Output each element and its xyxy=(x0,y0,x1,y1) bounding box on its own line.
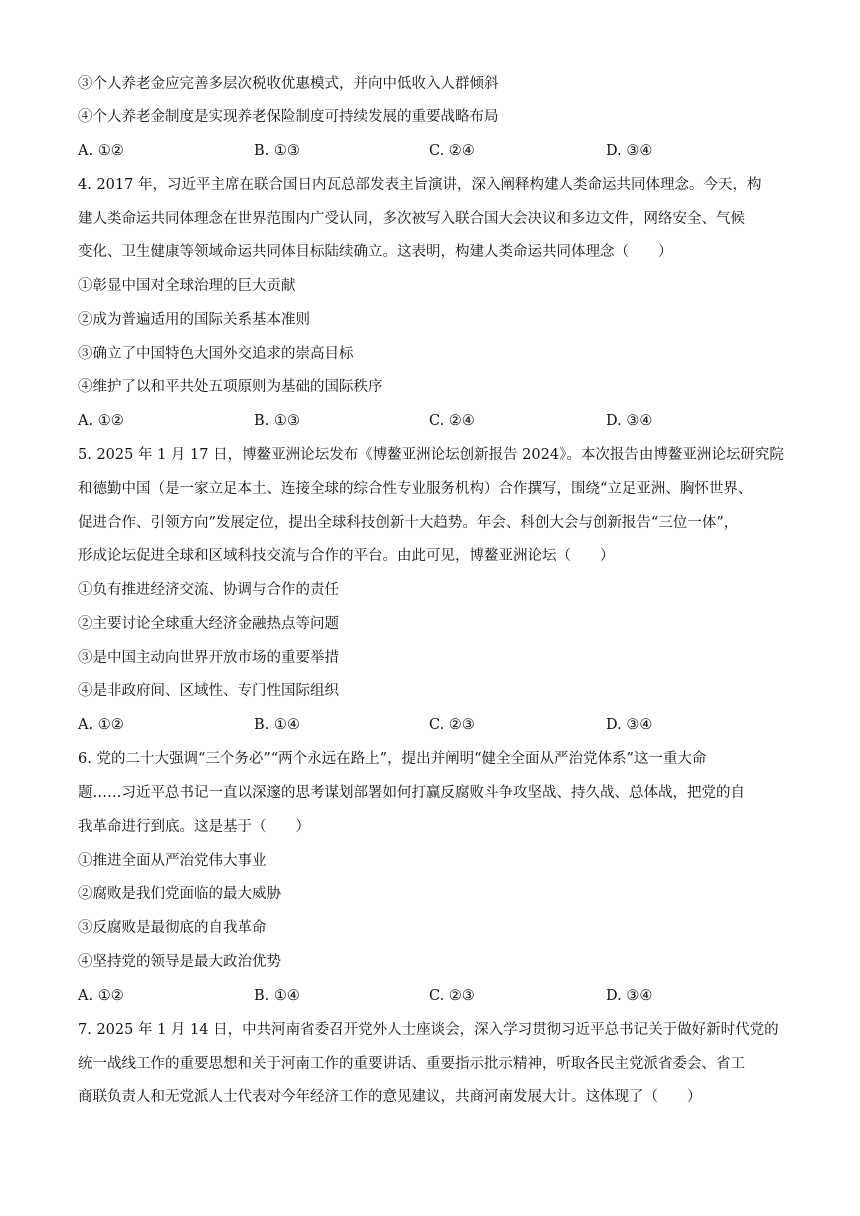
answer-options xyxy=(78,986,798,1006)
statement-1: ①推进全面从严治党伟大事业 xyxy=(78,853,267,869)
statement-4: ④是非政府间、区域性、专门性国际组织 xyxy=(78,683,339,699)
statement-3: ③反腐败是最彻底的自我革命 xyxy=(78,920,267,936)
question-7-stem: 商联负责人和无党派人士代表对今年经济工作的意见建议，共商河南发展大计。这体现了（ ） xyxy=(78,1089,702,1105)
statement-4: ④个人养老金制度是实现养老保险制度可持续发展的重要战略布局 xyxy=(78,109,499,125)
answer-options xyxy=(78,715,798,735)
statement-3: ③个人养老金应完善多层次税收优惠模式，并向中低收入人群倾斜 xyxy=(78,76,499,92)
option-b: B. ①③ xyxy=(254,413,300,429)
question-6-stem: 6. 党的二十大强调“三个务必”“两个永远在路上”，提出并阐明“健全全面从严治党体系”这一重大命 xyxy=(78,751,707,767)
question-5-stem: 形成论坛促进全球和区域科技交流与合作的平台。由此可见，博鳌亚洲论坛（ ） xyxy=(78,548,615,564)
option-c: C. ②④ xyxy=(429,413,475,429)
question-7-stem: 7. 2025 年 1 月 14 日，中共河南省委召开党外人士座谈会，深入学习贯彻习近平总书记关于做好新时代党的 xyxy=(78,1022,779,1038)
statement-2: ②成为普遍适用的国际关系基本准则 xyxy=(78,312,310,328)
option-c: C. ②③ xyxy=(429,988,475,1004)
option-a: A. ①② xyxy=(78,413,124,429)
statement-1: ①负有推进经济交流、协调与合作的责任 xyxy=(78,582,339,598)
statement-2: ②主要讨论全球重大经济金融热点等问题 xyxy=(78,616,339,632)
option-b: B. ①④ xyxy=(254,717,300,733)
question-4-stem: 建人类命运共同体理念在世界范围内广受认同，多次被写入联合国大会决议和多边文件，网络安全、气候 xyxy=(78,211,745,227)
statement-2: ②腐败是我们党面临的最大威胁 xyxy=(78,886,281,902)
question-5-stem: 促进合作、引领方向”发展定位，提出全球科技创新十大趋势。年会、科创大会与创新报告“三位一体”， xyxy=(78,515,739,531)
answer-options xyxy=(78,411,798,431)
statement-4: ④维护了以和平共处五项原则为基础的国际秩序 xyxy=(78,379,383,395)
statement-3: ③确立了中国特色大国外交追求的崇高目标 xyxy=(78,346,354,362)
option-d: D. ③④ xyxy=(606,143,653,159)
option-a: A. ①② xyxy=(78,988,124,1004)
statement-1: ①彰显中国对全球治理的巨大贡献 xyxy=(78,278,296,294)
question-5-stem: 和德勤中国（是一家立足本土、连接全球的综合性专业服务机构）合作撰写，围绕“立足亚洲、胸怀世界、 xyxy=(78,481,753,497)
option-b: B. ①③ xyxy=(254,143,300,159)
question-4-stem: 变化、卫生健康等领域命运共同体目标陆续确立。这表明，构建人类命运共同体理念（ ） xyxy=(78,244,673,260)
option-c: C. ②④ xyxy=(429,143,475,159)
option-d: D. ③④ xyxy=(606,717,653,733)
statement-4: ④坚持党的领导是最大政治优势 xyxy=(78,954,281,970)
option-d: D. ③④ xyxy=(606,988,653,1004)
option-a: A. ①② xyxy=(78,717,124,733)
question-7-stem: 统一战线工作的重要思想和关于河南工作的重要讲话、重要指示批示精神，听取各民主党派省委会、省工 xyxy=(78,1056,745,1072)
question-4-stem: 4. 2017 年，习近平主席在联合国日内瓦总部发表主旨演讲，深入阐释构建人类命运共同体理念。今天，构 xyxy=(78,177,762,193)
option-c: C. ②③ xyxy=(429,717,475,733)
option-b: B. ①④ xyxy=(254,988,300,1004)
answer-options xyxy=(78,141,798,161)
question-6-stem: 我革命进行到底。这是基于（ ） xyxy=(78,819,310,835)
question-5-stem: 5. 2025 年 1 月 17 日，博鳌亚洲论坛发布《博鳌亚洲论坛创新报告 2024》。本次报告由博鳌亚洲论坛研究院 xyxy=(78,447,784,463)
question-6-stem: 题……习近平总书记一直以深邃的思考谋划部署如何打赢反腐败斗争攻坚战、持久战、总体战，把党的自 xyxy=(78,785,745,801)
statement-3: ③是中国主动向世界开放市场的重要举措 xyxy=(78,650,339,666)
option-a: A. ①② xyxy=(78,143,124,159)
option-d: D. ③④ xyxy=(606,413,653,429)
